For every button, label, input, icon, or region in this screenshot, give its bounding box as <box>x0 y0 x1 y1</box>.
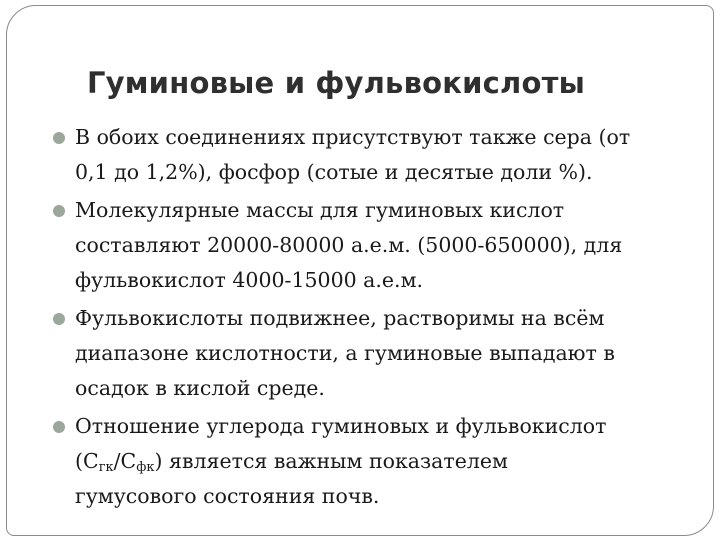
formula-subscript-gk: гк <box>98 460 114 475</box>
formula-slash: /С <box>113 449 137 473</box>
bullet-text-line: фульвокислот 4000-15000 а.е.м. <box>75 268 424 292</box>
bullet-text-line: гумусового состояния почв. <box>75 484 380 508</box>
slide-title: Гуминовые и фульвокислоты <box>87 66 586 100</box>
bullet-item-sulfur-phosphorus <box>31 120 691 190</box>
bullet-dot-icon <box>53 421 65 433</box>
formula-subscript-fk: фк <box>136 460 155 475</box>
bullet-text-line: диапазоне кислотности, а гуминовые выпадают в <box>75 341 615 365</box>
bullet-text-line: Молекулярные массы для гуминовых кислот <box>75 198 565 222</box>
formula-open: (С <box>75 449 99 473</box>
bullet-text-line-formula <box>75 444 691 479</box>
bullet-text-line: Отношение углерода гуминовых и фульвокислот <box>75 414 607 438</box>
slide <box>6 5 714 536</box>
bullet-text-line: В обоих соединениях присутствуют также сера (от <box>75 125 631 149</box>
formula-rest: ) является важным показателем <box>154 449 508 473</box>
bullet-item-carbon-ratio <box>31 409 691 514</box>
bullet-text-line: составляют 20000-80000 а.е.м. (5000-650000), для <box>75 233 623 257</box>
bullet-dot-icon <box>53 313 65 325</box>
bullet-item-molecular-mass <box>31 193 691 298</box>
bullet-dot-icon <box>53 205 65 217</box>
bullet-text-line: Фульвокислоты подвижнее, растворимы на всём <box>75 306 605 330</box>
bullet-item-mobility <box>31 301 691 406</box>
bullet-list <box>31 120 691 517</box>
bullet-text-line: 0,1 до 1,2%), фосфор (сотые и десятые доли %). <box>75 160 593 184</box>
bullet-text-line: осадок в кислой среде. <box>75 376 325 400</box>
bullet-dot-icon <box>53 132 65 144</box>
